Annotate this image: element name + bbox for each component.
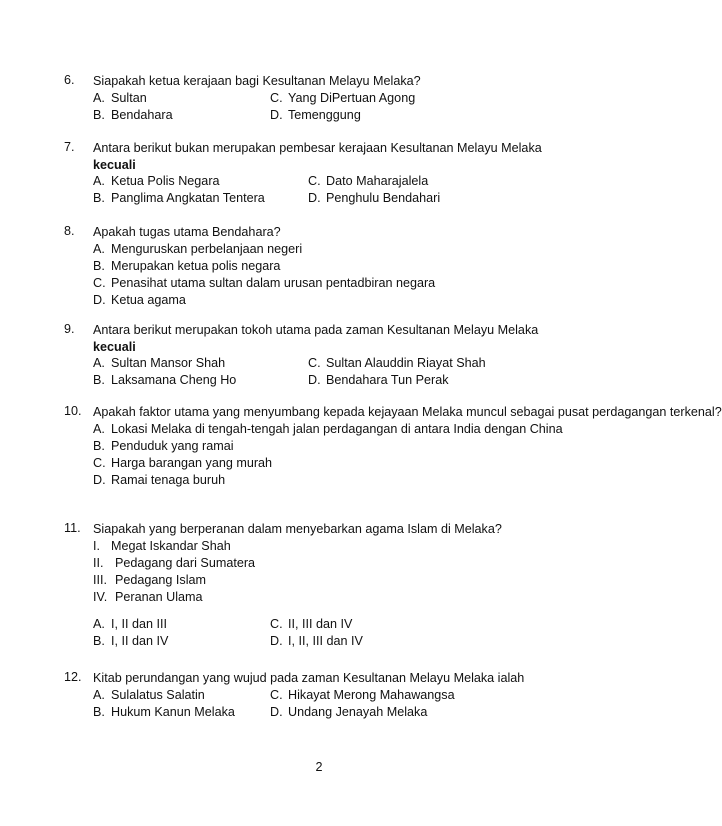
statement-item (93, 572, 562, 589)
option-letter: A. (93, 421, 105, 436)
statement-text: Peranan Ulama (115, 589, 203, 604)
answer-options (93, 538, 562, 650)
option-letter: A. (93, 356, 105, 370)
question-8 (64, 224, 562, 309)
option-letter: B. (93, 191, 105, 205)
statement-numeral: I. (93, 538, 100, 553)
option-text: Penasihat utama sultan dalam urusan pentadbiran negara (111, 275, 436, 290)
answer-options (93, 241, 562, 309)
question-stem: Apakah tugas utama Bendahara? (93, 225, 281, 239)
question-12 (64, 670, 562, 721)
question-7 (64, 140, 562, 207)
option-letter: A. (93, 174, 105, 188)
statement-numeral: II. (93, 555, 104, 570)
option-row (93, 704, 562, 721)
option-letter: A. (93, 616, 105, 631)
option-text: Bendahara Tun Perak (326, 373, 449, 387)
question-text (93, 140, 562, 173)
option-letter: C. (93, 275, 106, 290)
question-emphasis: kecuali (93, 339, 136, 354)
answer-options (93, 90, 562, 124)
option-row (93, 90, 562, 107)
option-letter: D. (308, 191, 321, 205)
question-text (93, 224, 562, 241)
option-letter: B. (93, 438, 105, 453)
statement-text: Pedagang Islam (115, 572, 207, 587)
option-letter: C. (270, 687, 283, 702)
option-text: Hukum Kanun Melaka (111, 704, 235, 719)
option-item (93, 438, 562, 455)
option-text: I, II, III dan IV (288, 633, 363, 648)
answer-options (93, 355, 562, 389)
option-letter: B. (93, 107, 105, 122)
question-stem: Kitab perundangan yang wujud pada zaman Kesultanan Melayu Melaka ialah (93, 671, 525, 685)
option-letter: D. (270, 107, 283, 122)
option-text: Penduduk yang ramai (111, 438, 234, 453)
option-text: Menguruskan perbelanjaan negeri (111, 241, 303, 256)
option-item (93, 421, 562, 438)
option-text: Sultan Alauddin Riayat Shah (326, 356, 486, 370)
question-number: 8. (64, 224, 75, 238)
option-text: Undang Jenayah Melaka (288, 704, 428, 719)
option-letter: B. (93, 258, 105, 273)
option-text: Hikayat Merong Mahawangsa (288, 687, 455, 702)
question-text (93, 322, 562, 355)
option-letter: A. (93, 241, 105, 256)
option-text: II, III dan IV (288, 616, 353, 631)
option-text: Penghulu Bendahari (326, 191, 441, 205)
option-letter: B. (93, 704, 105, 719)
question-number: 10. (64, 404, 82, 418)
option-text: Ketua agama (111, 292, 186, 307)
option-letter: A. (93, 90, 105, 105)
option-text: Merupakan ketua polis negara (111, 258, 281, 273)
option-text: Yang DiPertuan Agong (288, 90, 416, 105)
option-text: Panglima Angkatan Tentera (111, 191, 265, 205)
answer-options (93, 173, 562, 207)
option-letter: B. (93, 633, 105, 648)
question-10 (64, 404, 722, 489)
question-number: 11. (64, 521, 81, 535)
option-text: Dato Maharajalela (326, 174, 429, 188)
statement-numeral: IV. (93, 589, 108, 604)
answer-options (93, 421, 562, 489)
option-text: Ramai tenaga buruh (111, 472, 226, 487)
statement-item (93, 538, 562, 555)
option-text: Ketua Polis Negara (111, 174, 220, 188)
question-number: 9. (64, 322, 75, 336)
question-stem: Siapakah ketua kerajaan bagi Kesultanan Melayu Melaka? (93, 74, 421, 88)
page-number: 2 (315, 760, 323, 774)
question-number: 6. (64, 73, 75, 87)
question-11 (64, 521, 562, 650)
option-text: Temenggung (288, 107, 361, 122)
question-stem: Antara berikut bukan merupakan pembesar kerajaan Kesultanan Melayu Melaka (93, 141, 542, 155)
option-row (93, 372, 562, 389)
option-letter: D. (308, 373, 321, 387)
statement-item (93, 589, 562, 606)
answer-options (93, 687, 562, 721)
question-text (93, 521, 562, 538)
option-text: Sulalatus Salatin (111, 687, 205, 702)
option-item (93, 472, 562, 489)
spacer (93, 606, 562, 616)
option-text: I, II dan IV (111, 633, 169, 648)
option-row (93, 687, 562, 704)
option-text: Laksamana Cheng Ho (111, 373, 237, 387)
question-text (93, 670, 562, 687)
option-item (93, 275, 562, 292)
question-9 (64, 322, 562, 389)
question-stem: Antara berikut merupakan tokoh utama pada zaman Kesultanan Melayu Melaka (93, 323, 539, 337)
option-letter: C. (93, 455, 106, 470)
statement-text: Pedagang dari Sumatera (115, 555, 256, 570)
option-row (93, 190, 562, 207)
statement-item (93, 555, 562, 572)
option-letter: A. (93, 687, 105, 702)
option-letter: B. (93, 373, 105, 387)
option-row (93, 355, 562, 372)
question-emphasis: kecuali (93, 157, 136, 172)
option-row (93, 633, 562, 650)
question-6 (64, 73, 562, 124)
option-text: I, II dan III (111, 616, 168, 631)
option-row (93, 616, 562, 633)
option-letter: D. (93, 472, 106, 487)
option-item (93, 455, 562, 472)
statement-numeral: III. (93, 572, 107, 587)
option-text: Sultan (111, 90, 147, 105)
option-text: Lokasi Melaka di tengah-tengah jalan perdagangan di antara India dengan China (111, 421, 563, 436)
option-row (93, 107, 562, 124)
option-text: Harga barangan yang murah (111, 455, 273, 470)
option-row (93, 173, 562, 190)
option-letter: C. (308, 356, 321, 370)
option-letter: D. (93, 292, 106, 307)
option-item (93, 241, 562, 258)
option-item (93, 258, 562, 275)
option-letter: C. (270, 90, 283, 105)
question-stem: Apakah faktor utama yang menyumbang kepada kejayaan Melaka muncul sebagai pusat perdagangan terkenal? (93, 405, 722, 419)
option-text: Sultan Mansor Shah (111, 356, 226, 370)
question-number: 7. (64, 140, 75, 154)
option-text: Bendahara (111, 107, 173, 122)
question-text (93, 404, 722, 421)
statement-text: Megat Iskandar Shah (111, 538, 231, 553)
option-letter: D. (270, 633, 283, 648)
option-item (93, 292, 562, 309)
question-stem: Siapakah yang berperanan dalam menyebarkan agama Islam di Melaka? (93, 522, 502, 536)
option-letter: D. (270, 704, 283, 719)
question-number: 12. (64, 670, 82, 684)
question-text (93, 73, 562, 90)
option-letter: C. (308, 174, 321, 188)
option-letter: C. (270, 616, 283, 631)
